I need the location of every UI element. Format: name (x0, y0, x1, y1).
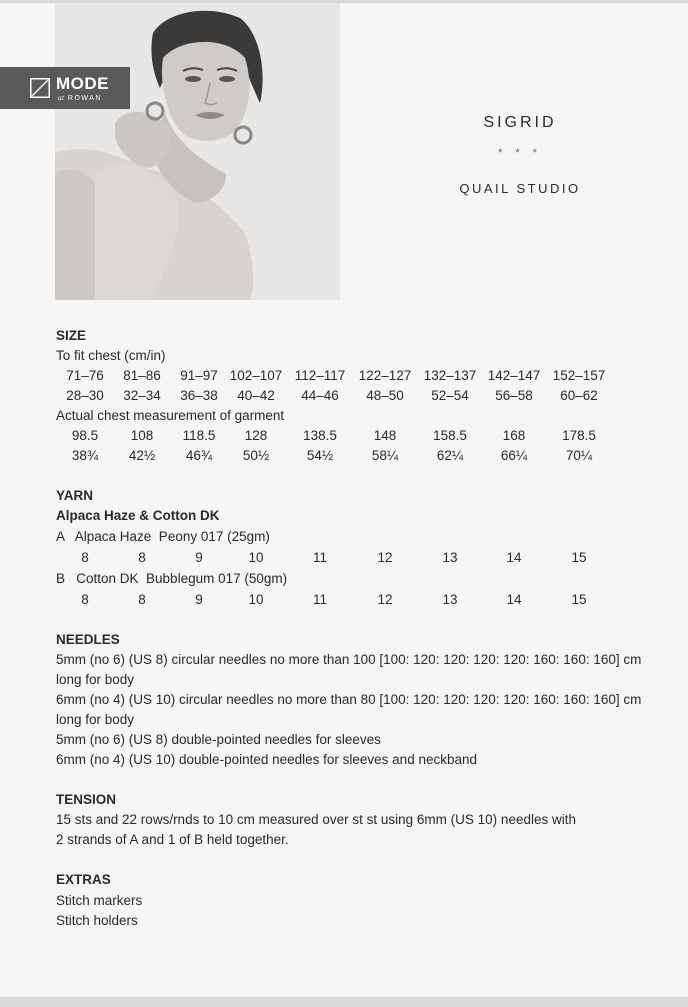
value-cell: 58¼ (371, 448, 399, 463)
value-cell: 9 (195, 550, 203, 565)
fit-in-row (56, 386, 656, 406)
value-cell: 138.5 (303, 428, 337, 443)
value-cell: 112–117 (294, 368, 346, 383)
value-cell: 15 (571, 592, 587, 607)
value-cell: 50½ (242, 448, 270, 463)
value-cell: 10 (248, 550, 264, 565)
value-cell: 9 (195, 592, 203, 607)
value-cell: 14 (506, 592, 522, 607)
value-cell: 8 (138, 592, 146, 607)
value-cell: 158.5 (433, 428, 467, 443)
value-cell: 56–58 (495, 388, 533, 403)
value-cell: 128 (244, 428, 268, 443)
fit-cm-row (56, 366, 656, 386)
needles-heading: NEEDLES (56, 632, 120, 647)
text-line: long for body (56, 672, 135, 687)
value-cell: 36–38 (180, 388, 218, 403)
value-cell: 98.5 (71, 428, 99, 443)
value-cell: 38¾ (71, 448, 99, 463)
mode-at-rowan-logo (0, 67, 130, 109)
tension-heading: TENSION (56, 792, 117, 807)
logo-mark-icon (30, 78, 50, 98)
extras-list (56, 890, 656, 930)
value-cell: 15 (571, 550, 587, 565)
value-cell: 60–62 (560, 388, 598, 403)
yarn-subheading: Alpaca Haze & Cotton DK (56, 508, 220, 523)
value-cell: 71–76 (66, 368, 104, 383)
value-cell: 12 (377, 592, 393, 607)
value-cell: 13 (442, 592, 458, 607)
yarn-heading: YARN (56, 488, 94, 503)
value-cell: 32–34 (123, 388, 161, 403)
actual-chest-label: Actual chest measurement of garment (56, 408, 285, 423)
yarn-b-row (56, 590, 656, 610)
pattern-title: SIGRID (483, 114, 557, 131)
extras-heading: EXTRAS (56, 872, 111, 887)
value-cell: 62¼ (436, 448, 464, 463)
value-cell: 54½ (306, 448, 334, 463)
text-line: 6mm (no 4) (US 10) circular needles no more than 80 [100: 120: 120: 120: 120: 160: 160: 160] cm (56, 692, 642, 707)
text-line: 15 sts and 22 rows/rnds to 10 cm measured over st st using 6mm (US 10) needles with (56, 812, 576, 827)
value-cell: 14 (506, 550, 522, 565)
value-cell: 102–107 (229, 368, 283, 383)
text-line: 5mm (no 6) (US 8) double-pointed needles for sleeves (56, 732, 381, 747)
value-cell: 152–157 (552, 368, 606, 383)
value-cell: 178.5 (562, 428, 596, 443)
value-cell: 148 (373, 428, 397, 443)
value-cell: 46¾ (185, 448, 213, 463)
value-cell: 13 (442, 550, 458, 565)
tension-text (56, 810, 656, 850)
value-cell: 12 (377, 550, 393, 565)
logo-main-text: MODE (56, 74, 109, 93)
text-line: Stitch holders (56, 913, 138, 928)
value-cell: 70¼ (565, 448, 593, 463)
fit-chest-label: To fit chest (cm/in) (56, 348, 166, 363)
value-cell: 44–46 (301, 388, 339, 403)
value-cell: 8 (81, 592, 89, 607)
value-cell: 40–42 (237, 388, 275, 403)
yarn-a-row (56, 548, 656, 568)
text-line: 5mm (no 6) (US 8) circular needles no more than 100 [100: 120: 120: 120: 120: 160: 160: 160] cm (56, 652, 642, 667)
value-cell: 81–86 (123, 368, 161, 383)
text-line: 6mm (no 4) (US 10) double-pointed needles for sleeves and neckband (56, 752, 477, 767)
actual-in-row (56, 446, 656, 466)
yarn-b-label: B Cotton DK Bubblegum 017 (50gm) (56, 571, 288, 586)
value-cell: 132–137 (423, 368, 477, 383)
designer-name: QUAIL STUDIO (459, 181, 581, 196)
actual-cm-row (56, 426, 656, 446)
value-cell: 42½ (128, 448, 156, 463)
size-heading: SIZE (56, 328, 87, 343)
value-cell: 10 (248, 592, 264, 607)
needles-list (56, 650, 656, 770)
value-cell: 11 (312, 550, 328, 565)
value-cell: 108 (130, 428, 154, 443)
value-cell: 118.5 (182, 428, 216, 443)
text-line: Stitch markers (56, 893, 143, 908)
text-line: long for body (56, 712, 135, 727)
value-cell: 28–30 (66, 388, 104, 403)
value-cell: 66¼ (500, 448, 528, 463)
yarn-a-label: A Alpaca Haze Peony 017 (25gm) (56, 529, 270, 544)
value-cell: 48–50 (366, 388, 404, 403)
text-line: 2 strands of A and 1 of B held together. (56, 832, 289, 847)
value-cell: 168 (502, 428, 526, 443)
value-cell: 8 (81, 550, 89, 565)
pattern-details (56, 326, 656, 930)
value-cell: 91–97 (180, 368, 218, 383)
value-cell: 8 (138, 550, 146, 565)
title-divider-stars: * * * (498, 147, 542, 159)
value-cell: 142–147 (487, 368, 541, 383)
value-cell: 11 (312, 592, 328, 607)
pattern-page (0, 3, 688, 997)
value-cell: 122–127 (358, 368, 412, 383)
value-cell: 52–54 (431, 388, 469, 403)
model-photo (55, 3, 340, 300)
logo-sub-text: at ROWAN (58, 94, 102, 102)
